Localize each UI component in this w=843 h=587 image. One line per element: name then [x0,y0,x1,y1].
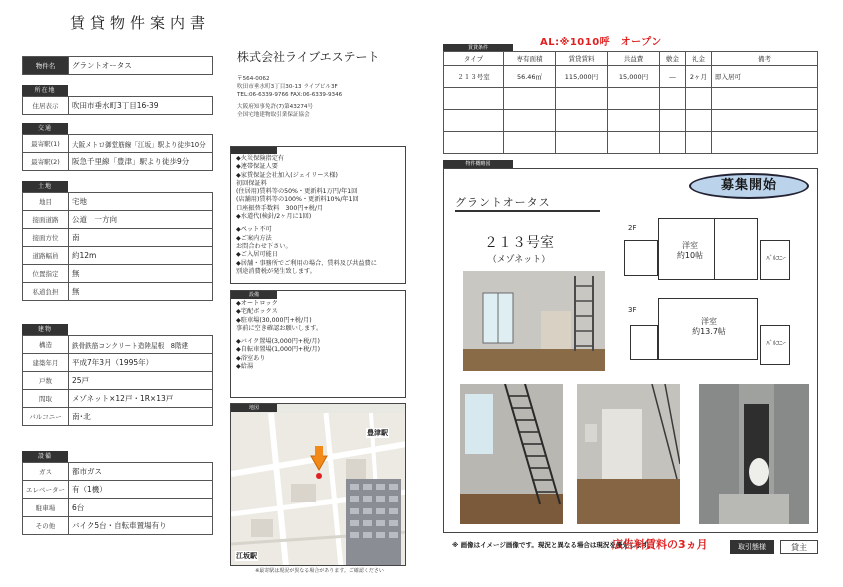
equipment-label: 設備 [231,291,277,299]
cond-note: ◆居舗・事務所でご利用の場合、賃料及び共益費に [236,259,377,267]
equip-item: 事前に空き確認お願いします。 [236,324,323,332]
property-name: グラントオータス [69,57,213,75]
floorplan-2f-balcony [760,240,790,280]
interior-photo-stairs-graphic [460,384,563,524]
col-remarks: 備考 [712,52,818,66]
floorplan-2f-wet [624,240,658,276]
room-number: ２１３号室 [484,235,554,251]
interior-photo-stairs [460,384,563,524]
private-road-value: 無 [69,283,213,301]
map-label: 地図 [231,404,277,412]
company-zip: 〒564-0062 [237,76,270,82]
floorplan-2f-partition [714,219,758,279]
location-table [22,96,213,115]
floor2-room-label [664,241,716,261]
built-label: 建築年月 [23,354,69,372]
col-key-money: 礼金 [686,52,712,66]
floorplan-3f-balcony [760,325,790,365]
zoning-value: 無 [69,265,213,283]
structure-label: 構造 [23,336,69,354]
map-station-esaka: 江坂駅 [236,552,257,560]
direction-label: 接面方位 [23,229,69,247]
table-row-empty [444,88,818,110]
elevator-value: 有（1機） [69,481,213,499]
map-station-toyotsu: 豊津駅 [367,429,388,437]
layout-label: 間取 [23,390,69,408]
equip-item: ◆宅配ボックス [236,308,278,316]
map[interactable] [230,403,406,566]
table-row-empty [444,132,818,154]
cond-note: 口座振替手数料 300円+税/月 [236,204,324,212]
footer-note: ※ 画像はイメージ画像です。現況と異なる場合は現況を優先します。 [452,541,655,549]
cell-fee: 15,000円 [608,66,660,88]
floorplan-2f [658,218,758,280]
transaction-type-label: 取引態様 [730,540,774,554]
equip-left-head: 設備 [22,451,68,462]
cond-note: ◆ご入居可能日 [236,251,278,259]
interior-photo-bathroom [699,384,809,524]
cond-note: お問合わせ下さい。 [236,242,292,250]
interior-photo-bathroom-graphic [699,384,809,524]
floor2-balcony: ﾊﾞﾙｺﾆｰ [766,254,786,262]
cell-key-money: 2ヶ月 [686,66,712,88]
room-heading [484,232,554,265]
land-table [22,192,213,301]
floor2-label: 2F [628,224,637,232]
interior-photo-room-graphic [577,384,680,524]
road-width-value: 約12m [69,247,213,265]
cond-note: 別途消費税が発生致します。 [236,267,316,275]
cond-note: ◆水道代(検針/2ヶ月に1回) [236,213,312,221]
conditions-table-head: 賃貸条件 [443,44,513,52]
equip-left-table [22,462,213,535]
structure-value: 鉄骨鉄筋コンクリート造陸屋根 8階建 [69,336,213,354]
col-rent: 賃貸賃料 [556,52,608,66]
cond-note: ◆ご案内方法 [236,234,272,242]
interior-photo-main-graphic [463,271,605,371]
location-head: 所在地 [22,85,68,96]
company-phone: TEL:06-6339-9766 FAX:06-6339-9346 [237,92,343,98]
road-width-label: 道路幅員 [23,247,69,265]
recruitment-badge: 募集開始 [689,173,809,199]
company-block [237,48,417,119]
road-label: 接面道路 [23,211,69,229]
company-address: 吹田市垂水町3丁目30-13 ライブビル3F [237,84,338,90]
equip-item: ◆自転車置場(1,000円+税/月) [236,346,321,354]
parking-label: 駐車場 [23,499,69,517]
building-table [22,335,213,426]
cond-note: 初回保証料 [236,179,267,187]
interior-photo-main [463,271,605,371]
table-row [444,66,818,88]
equip-item: ◆浴室あり [236,354,266,362]
layout-value: メゾネット×12戸・1R×13戸 [69,390,213,408]
room-type: （メゾネット） [487,255,551,265]
equip-item: ◆駐車場(30,000円+税/月) [236,316,312,324]
equip-item: ◆給湯 [236,363,254,371]
equip-item: ◆オートロック [236,300,278,307]
gas-value: 都市ガス [69,463,213,481]
gas-label: ガス [23,463,69,481]
floor2-size: 約10帖 [676,251,704,260]
station2-value: 阪急千里線「豊津」駅より徒歩9分 [69,153,213,171]
units-label: 戸数 [23,372,69,390]
floor3-room-label [679,317,739,337]
property-name-head: 物件名 [23,57,69,75]
cond-note: ◆ペット不可 [236,226,272,234]
floor2-room: 洋室 [682,241,698,250]
floorplan-3f-stair [630,325,658,360]
col-fee: 共益費 [608,52,660,66]
floor3-balcony: ﾊﾞﾙｺﾆｰ [766,339,786,347]
floor3-label: 3F [628,306,637,314]
document-title: 賃貸物件案内書 [69,14,210,32]
cond-note: (住居用)賃料等の50%・更新料1万円/年1回 [236,188,358,196]
col-type: タイプ [444,52,504,66]
land-use-value: 宅地 [69,193,213,211]
floorplan-3f [658,298,758,360]
col-deposit: 敷金 [660,52,686,66]
overview-head: 物件概略図 [443,160,513,168]
units-value: 25戸 [69,372,213,390]
cell-type: ２１３号室 [444,66,504,88]
road-value: 公道 一方向 [69,211,213,229]
direction-value: 南 [69,229,213,247]
cond-note: ◆連帯保証人要 [236,163,278,171]
floor3-size: 約13.7帖 [692,327,726,336]
footer-ad: 広告料賃料の3ヵ月 [612,538,708,551]
station1-label: 最寄駅(1) [23,135,69,153]
interior-photo-room [577,384,680,524]
property-name-underline [455,210,600,212]
other-label: その他 [23,517,69,535]
traffic-table [22,134,213,171]
traffic-head: 交通 [22,123,68,134]
address-value: 吹田市垂水町3丁目16-39 [69,97,213,115]
balcony-value: 南･北 [69,408,213,426]
elevator-label: エレベーター [23,481,69,499]
station2-label: 最寄駅(2) [23,153,69,171]
private-road-label: 私道負担 [23,283,69,301]
balcony-label: バルコニー [23,408,69,426]
built-value: 平成7年3月（1995年） [69,354,213,372]
property-name-table [22,56,213,75]
land-head: 土地 [22,181,68,192]
company-name: 株式会社ライブエステート [237,50,380,64]
map-note: ※最寄駅は現況が異なる場合があります。ご確認ください [255,568,384,574]
company-license: 大阪府知事免許(7)第43274号 [237,104,314,110]
cell-remarks: 即入居可 [712,66,818,88]
overview-property-name: グラントオータス [455,196,551,209]
open-banner: AL:※1010呼 オープン [540,37,662,48]
floor3-room: 洋室 [701,317,717,326]
cond-note: ◆家賃保証会社加入(ジェイリース様) [236,171,338,179]
col-area: 専有面積 [504,52,556,66]
cell-area: 56.46㎡ [504,66,556,88]
address-label: 住居表示 [23,97,69,115]
table-row-empty [444,110,818,132]
transaction-type-value: 貸主 [780,540,818,554]
equip-item: ◆バイク置場(3,000円+税/月) [236,338,320,346]
zoning-label: 位置指定 [23,265,69,283]
cond-note: (店舗用)賃料等の100%・更新料10%/年1回 [236,196,359,204]
conditions-notes-box [230,146,406,284]
conditions-notes-label [231,147,277,154]
building-head: 建物 [22,324,68,335]
parking-value: 6台 [69,499,213,517]
other-value: バイク5台・自転車置場有り [69,517,213,535]
conditions-table [443,51,818,154]
station1-value: 大阪メトロ御堂筋線「江坂」駅より徒歩10分 [69,135,213,153]
cell-rent: 115,000円 [556,66,608,88]
company-association: 全国宅地建物取引業保証協会 [237,112,310,118]
land-use-label: 地目 [23,193,69,211]
equipment-box [230,290,406,398]
cell-deposit: ― [660,66,686,88]
cond-note: ◆火災保険指定有 [236,155,285,162]
